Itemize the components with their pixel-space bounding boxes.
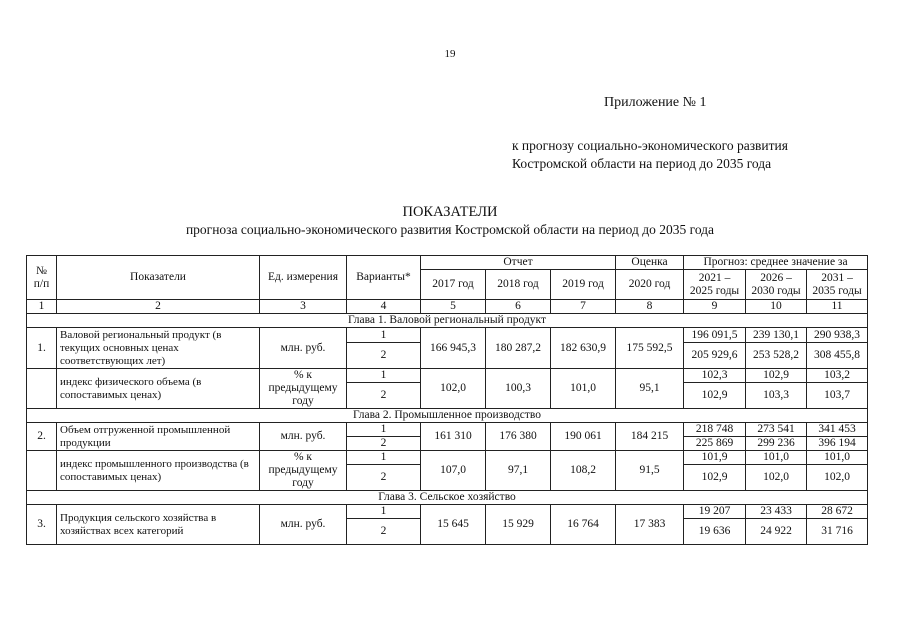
- variant: 2: [347, 343, 421, 369]
- forecast-value: 290 938,3: [807, 328, 868, 343]
- forecast-value: 102,3: [684, 369, 746, 383]
- col-number: 10: [746, 300, 807, 314]
- col-number: 9: [684, 300, 746, 314]
- chapter-heading: Глава 3. Сельское хозяйство: [27, 491, 868, 505]
- col-number: 4: [347, 300, 421, 314]
- value-2018: 97,1: [486, 451, 551, 491]
- value-2018: 176 380: [486, 423, 551, 451]
- variant: 2: [347, 437, 421, 451]
- variant: 2: [347, 465, 421, 491]
- variant: 2: [347, 383, 421, 409]
- value-2020: 95,1: [616, 369, 684, 409]
- unit: % к предыдущему году: [260, 451, 347, 491]
- header-forecast: Прогноз: среднее значение за: [684, 256, 868, 270]
- value-2017: 107,0: [421, 451, 486, 491]
- forecast-value: 273 541: [746, 423, 807, 437]
- forecast-value: 28 672: [807, 505, 868, 519]
- forecast-value: 225 869: [684, 437, 746, 451]
- indicator-name: Валовой региональный продукт (в текущих основных ценах соответствующих лет): [57, 328, 260, 369]
- appendix-subtitle-line-1: к прогнозу социально-экономического развития: [512, 138, 788, 153]
- value-2017: 15 645: [421, 505, 486, 545]
- header-2019: 2019 год: [551, 270, 616, 300]
- row-num: [27, 451, 57, 491]
- indicator-name: индекс промышленного производства (в сопоставимых ценах): [57, 451, 260, 491]
- value-2020: 91,5: [616, 451, 684, 491]
- unit: млн. руб.: [260, 423, 347, 451]
- unit: % к предыдущему году: [260, 369, 347, 409]
- value-2019: 101,0: [551, 369, 616, 409]
- header-period-2: 2026 – 2030 годы: [746, 270, 807, 300]
- col-number: 2: [57, 300, 260, 314]
- forecast-value: 299 236: [746, 437, 807, 451]
- forecast-value: 103,7: [807, 383, 868, 409]
- header-variants: Варианты*: [347, 256, 421, 300]
- forecast-value: 102,9: [684, 383, 746, 409]
- chapter-heading: Глава 2. Промышленное производство: [27, 409, 868, 423]
- variant: 1: [347, 505, 421, 519]
- variant: 1: [347, 423, 421, 437]
- header-indicators: Показатели: [57, 256, 260, 300]
- value-2019: 190 061: [551, 423, 616, 451]
- value-2019: 16 764: [551, 505, 616, 545]
- forecast-value: 239 130,1: [746, 328, 807, 343]
- variant: 2: [347, 519, 421, 545]
- variant: 1: [347, 451, 421, 465]
- header-num: № п/п: [27, 256, 57, 300]
- forecast-value: 102,9: [746, 369, 807, 383]
- row-num: 3.: [27, 505, 57, 545]
- header-period-3: 2031 – 2035 годы: [807, 270, 868, 300]
- value-2018: 100,3: [486, 369, 551, 409]
- header-estimate: Оценка: [616, 256, 684, 270]
- value-2018: 180 287,2: [486, 328, 551, 369]
- indicators-table: [26, 255, 868, 545]
- forecast-value: 308 455,8: [807, 343, 868, 369]
- appendix-title: Приложение № 1: [604, 95, 707, 110]
- value-2017: 102,0: [421, 369, 486, 409]
- forecast-value: 205 929,6: [684, 343, 746, 369]
- value-2017: 166 945,3: [421, 328, 486, 369]
- forecast-value: 396 194: [807, 437, 868, 451]
- value-2020: 17 383: [616, 505, 684, 545]
- header-2017: 2017 год: [421, 270, 486, 300]
- header-2018: 2018 год: [486, 270, 551, 300]
- table-row: [27, 451, 868, 465]
- value-2018: 15 929: [486, 505, 551, 545]
- document-title: ПОКАЗАТЕЛИ: [402, 204, 498, 220]
- forecast-value: 31 716: [807, 519, 868, 545]
- col-number: 5: [421, 300, 486, 314]
- value-2020: 184 215: [616, 423, 684, 451]
- forecast-value: 103,3: [746, 383, 807, 409]
- forecast-value: 102,0: [746, 465, 807, 491]
- col-number: 8: [616, 300, 684, 314]
- forecast-value: 341 453: [807, 423, 868, 437]
- header-2020: 2020 год: [616, 270, 684, 300]
- indicator-name: индекс физического объема (в сопоставимых ценах): [57, 369, 260, 409]
- header-period-1: 2021 – 2025 годы: [684, 270, 746, 300]
- forecast-value: 253 528,2: [746, 343, 807, 369]
- forecast-value: 24 922: [746, 519, 807, 545]
- header-unit: Ед. измерения: [260, 256, 347, 300]
- forecast-value: 101,0: [807, 451, 868, 465]
- forecast-value: 103,2: [807, 369, 868, 383]
- table-row: [27, 369, 868, 383]
- forecast-value: 196 091,5: [684, 328, 746, 343]
- row-num: [27, 369, 57, 409]
- forecast-value: 19 636: [684, 519, 746, 545]
- column-numbers-row: [27, 300, 868, 314]
- col-number: 11: [807, 300, 868, 314]
- forecast-value: 101,9: [684, 451, 746, 465]
- value-2019: 182 630,9: [551, 328, 616, 369]
- table-row: [27, 423, 868, 437]
- variant: 1: [347, 369, 421, 383]
- forecast-value: 102,0: [807, 465, 868, 491]
- forecast-value: 102,9: [684, 465, 746, 491]
- value-2017: 161 310: [421, 423, 486, 451]
- row-num: 1.: [27, 328, 57, 369]
- table-row: [27, 328, 868, 343]
- col-number: 7: [551, 300, 616, 314]
- forecast-value: 101,0: [746, 451, 807, 465]
- value-2019: 108,2: [551, 451, 616, 491]
- page-number: 19: [444, 48, 456, 60]
- value-2020: 175 592,5: [616, 328, 684, 369]
- forecast-value: 218 748: [684, 423, 746, 437]
- col-number: 6: [486, 300, 551, 314]
- variant: 1: [347, 328, 421, 343]
- unit: млн. руб.: [260, 505, 347, 545]
- header-report: Отчет: [421, 256, 616, 270]
- chapter-heading: Глава 1. Валовой региональный продукт: [27, 314, 868, 328]
- forecast-value: 23 433: [746, 505, 807, 519]
- indicator-name: Объем отгруженной промышленной продукции: [57, 423, 260, 451]
- indicator-name: Продукция сельского хозяйства в хозяйствах всех категорий: [57, 505, 260, 545]
- col-number: 3: [260, 300, 347, 314]
- unit: млн. руб.: [260, 328, 347, 369]
- appendix-subtitle-line-2: Костромской области на период до 2035 года: [512, 156, 772, 171]
- document-subtitle: прогноза социально-экономического развития Костромской области на период до 2035 года: [185, 222, 715, 237]
- forecast-value: 19 207: [684, 505, 746, 519]
- col-number: 1: [27, 300, 57, 314]
- row-num: 2.: [27, 423, 57, 451]
- table-row: [27, 505, 868, 519]
